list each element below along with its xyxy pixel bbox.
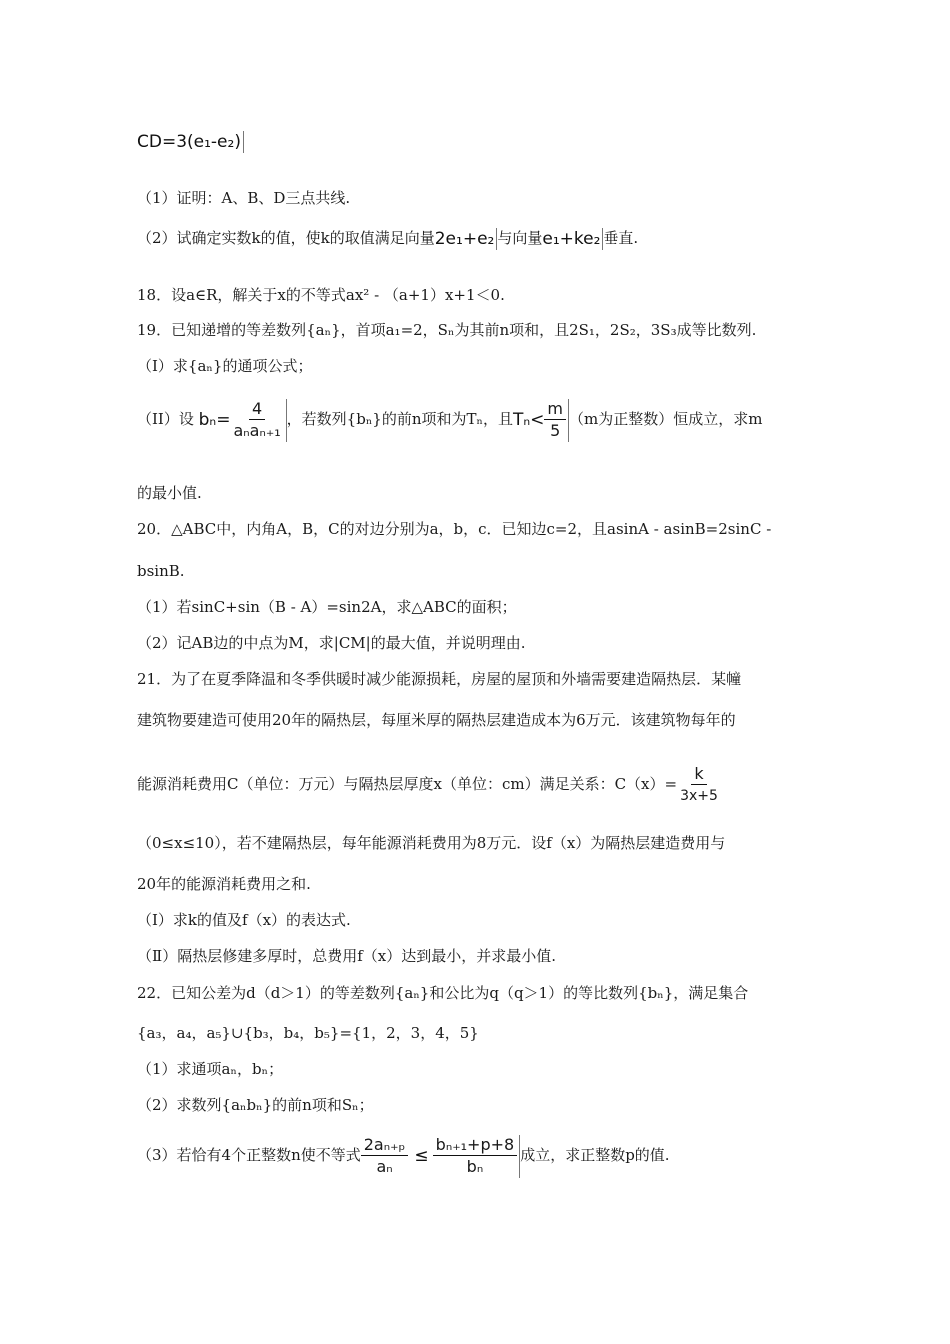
q22-line2: {a₃，a₄，a₅}∪{b₃，b₄，b₅}={1，2，3，4，5} [137,1024,479,1042]
lhs-numerator: 2aₙ₊ₚ [361,1135,409,1156]
tn-label: Tₙ< [513,410,545,430]
m-numerator: m [544,399,566,420]
q17-part2-text-a: （2）试确定实数k的值，使k的取值满足向量 [137,229,435,247]
cd-vector-formula: CD=3(e₁-e₂) [137,131,244,153]
q21-line1: 21．为了在夏季降温和冬季供暖时减少能源损耗，房屋的屋顶和外墙需要建造隔热层．某幢 [137,670,742,688]
q19-part1: （I）求{aₙ}的通项公式； [137,357,313,375]
q22-part2: （2）求数列{aₙbₙ}的前n项和Sₙ； [137,1096,374,1114]
q21-line2: 建筑物要建造可使用20年的隔热层，每厘米厚的隔热层建造成本为6万元．该建筑物每年的 [137,711,736,729]
bn-fraction [230,399,286,442]
q21-part2: （Ⅱ）隔热层修建多厚时，总费用f（x）达到最小，并求最小值. [137,947,556,965]
q22-part3-text-b: 成立，求正整数p的值. [520,1146,670,1164]
q17-part2-text-c: 垂直. [603,229,639,247]
rhs-fraction [433,1135,521,1178]
q22-line1: 22．已知公差为d（d＞1）的等差数列{aₙ}和公比为q（q＞1）的等比数列{bₙ}，满足集合 [137,984,749,1002]
q17-part2 [137,227,815,250]
cd-formula [137,130,815,153]
q17-part2-text-b: 与向量 [497,229,543,247]
q21-line5: 20年的能源消耗费用之和. [137,875,311,893]
q22-part3-text-a: （3）若恰有4个正整数n使不等式 [137,1146,361,1164]
q20-cont: bsinB. [137,562,185,580]
q22-part1: （1）求通项aₙ，bₙ； [137,1060,284,1078]
q21-part1: （Ⅰ）求k的值及f（x）的表达式. [137,911,351,929]
q20-part1: （1）若sinC+sin（B - A）=sin2A，求△ABC的面积； [137,598,517,616]
q18: 18．设a∈R，解关于x的不等式ax² - （a+1）x+1＜0. [137,286,505,304]
vector-e1-plus-ke2: e₁+ke₂ [542,228,603,250]
bn-label: bₙ= [198,410,231,430]
bn-numerator: 4 [249,399,265,420]
q19-part2-cont: 的最小值. [137,484,202,502]
lhs-fraction [361,1135,411,1178]
cx-fraction [677,764,723,807]
cx-numerator: k [691,764,706,785]
q19: 19．已知递增的等差数列{aₙ}，首项a₁=2，Sₙ为其前n项和，且2S₁，2S₂，3S₃成等比数列. [137,321,757,339]
q20: 20．△ABC中，内角A，B，C的对边分别为a，b，c．已知边c=2，且asinA - asinB=2sinC - [137,520,772,538]
q21-line3-text: 能源消耗费用C（单位：万元）与隔热层厚度x（单位：cm）满足关系：C（x）= [137,775,678,793]
q19-part2-text-b: ，若数列{bₙ}的前n项和为Tₙ，且 [286,410,514,428]
rhs-denominator: bₙ [466,1156,484,1176]
bn-denominator: aₙaₙ₊₁ [233,420,281,440]
q19-part2-text-c: （m为正整数）恒成立，求m [569,410,763,428]
q21-line3 [137,762,815,807]
q21-line4: （0≤x≤10），若不建隔热层，每年能源消耗费用为8万元．设f（x）为隔热层建造费用与 [137,834,726,852]
le-sign: ≤ [414,1146,429,1166]
q19-part2 [137,396,815,446]
cx-denominator: 3x+5 [680,787,718,804]
q22-part3 [137,1130,815,1186]
q19-part2-text-a: （II）设 [137,410,194,428]
lhs-denominator: aₙ [376,1156,393,1176]
five-denominator: 5 [550,420,561,440]
q20-part2: （2）记AB边的中点为M，求|CM|的最大值，并说明理由. [137,634,526,652]
rhs-numerator: bₙ₊₁+p+8 [433,1135,518,1156]
m-over-5-fraction [544,399,569,442]
q17-part1: （1）证明：A、B、D三点共线. [137,189,351,207]
vector-2e1-plus-e2: 2e₁+e₂ [435,228,498,250]
